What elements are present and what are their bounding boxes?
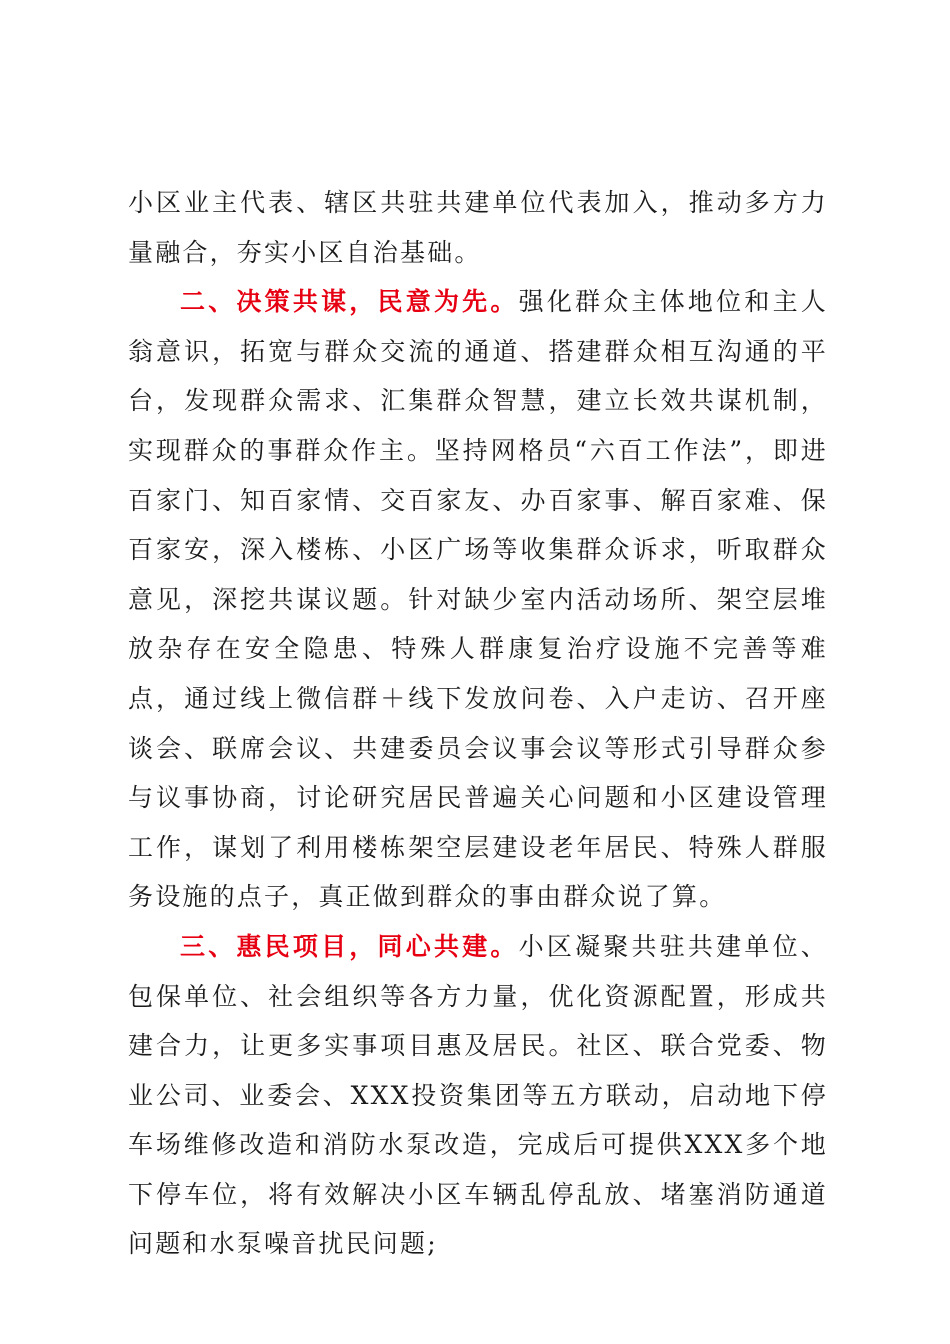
paragraph-text: 小区凝聚共驻共建单位、包保单位、社会组织等各方力量，优化资源配置，形成共建合力，让更多实事项目惠及居民。社区、联合党委、物业公司、业委会、XXX投资集团等五方联动，启动地下停车场维修改造和消防水泵改造，完成后可提供XXX多个地下停车位，将有效解决小区车辆乱停乱放、堵塞消防通道问题和水泵噪音扰民问题; [128, 931, 829, 1259]
document-body [128, 178, 828, 1269]
section-heading-decision: 二、决策共谋，民意为先。 [180, 287, 519, 317]
paragraph-text: 强化群众主体地位和主人翁意识，拓宽与群众交流的通道、搭建群众相互沟通的平台，发现群众需求、汇集群众智慧，建立长效共谋机制，实现群众的事群众作主。坚持网格员“六百工作法”，即进百家门、知百家情、交百家友、办百家事、解百家难、保百家安，深入楼栋、小区广场等收集群众诉求，听取群众意见，深挖共谋议题。针对缺少室内活动场所、架空层堆放杂存在安全隐患、特殊人群康复治疗设施不完善等难点，通过线上微信群＋线下发放问卷、入户走访、召开座谈会、联席会议、共建委员会议事会议等形式引导群众参与议事协商，讨论研究居民普遍关心问题和小区建设管理工作，谋划了利用楼栋架空层建设老年居民、特殊人群服务设施的点子，真正做到群众的事由群众说了算。 [128, 287, 829, 912]
section-heading-project: 三、惠民项目，同心共建。 [180, 931, 519, 961]
paragraph-text: 小区业主代表、辖区共驻共建单位代表加入，推动多方力量融合，夯实小区自治基础。 [128, 188, 828, 267]
paragraph-project-co-building [128, 922, 828, 1269]
paragraph-continuation [128, 178, 828, 277]
paragraph-decision-co-planning [128, 277, 828, 922]
